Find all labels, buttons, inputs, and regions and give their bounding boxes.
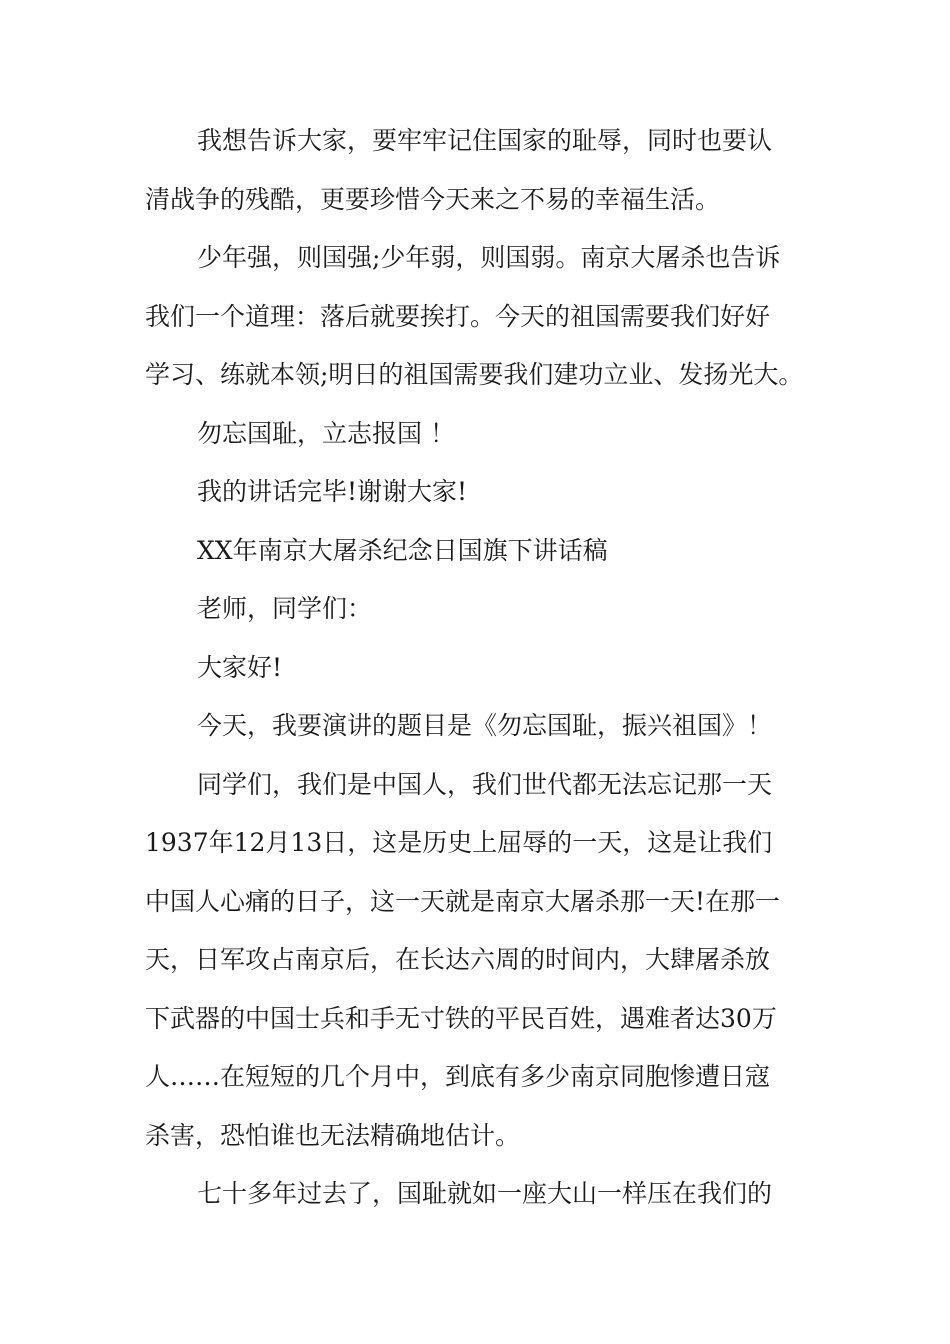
text-line: 中国人心痛的日子，这一天就是南京大屠杀那一天!在那一 [145, 886, 781, 916]
text-line: 人……在短短的几个月中，到底有多少南京同胞惨遭日寇 [145, 1062, 771, 1091]
text-line: XX年南京大屠杀纪念日国旗下讲话稿 [197, 535, 608, 565]
text-line: 同学们，我们是中国人，我们世代都无法忘记那一天 [197, 769, 773, 799]
text-line: 我的讲话完毕!谢谢大家! [197, 477, 468, 506]
text-line: 杀害，恐怕谁也无法精确地估计。 [145, 1120, 521, 1150]
text-line: 清战争的残酷，更要珍惜今天来之不易的幸福生活。 [145, 184, 721, 214]
text-line: 我想告诉大家，要牢牢记住国家的耻辱，同时也要认 [197, 126, 773, 155]
text-line: 七十多年过去了，国耻就如一座大山一样压在我们的 [197, 1179, 773, 1208]
text-line: 老师，同学们： [197, 594, 373, 623]
text-line: 勿忘国耻，立志报国 ！ [197, 418, 455, 448]
text-line: 1937年12月13日，这是历史上屈辱的一天，这是让我们 [145, 828, 773, 857]
text-line: 下武器的中国士兵和手无寸铁的平民百姓，遇难者达30万 [145, 1003, 777, 1033]
text-line: 我们一个道理：落后就要挨打。今天的祖国需要我们好好 [145, 301, 771, 331]
body-text [145, 112, 815, 1224]
text-line: 少年强，则国强;少年弱，则国弱。南京大屠杀也告诉 [197, 243, 781, 272]
text-line: 大家好! [197, 652, 283, 682]
text-line: 学习、练就本领;明日的祖国需要我们建功立业、发扬光大。 [145, 360, 804, 389]
text-line: 今天，我要演讲的题目是《勿忘国耻，振兴祖国》！ [197, 711, 773, 740]
text-line: 天，日军攻占南京后，在长达六周的时间内，大肆屠杀放 [145, 945, 771, 974]
